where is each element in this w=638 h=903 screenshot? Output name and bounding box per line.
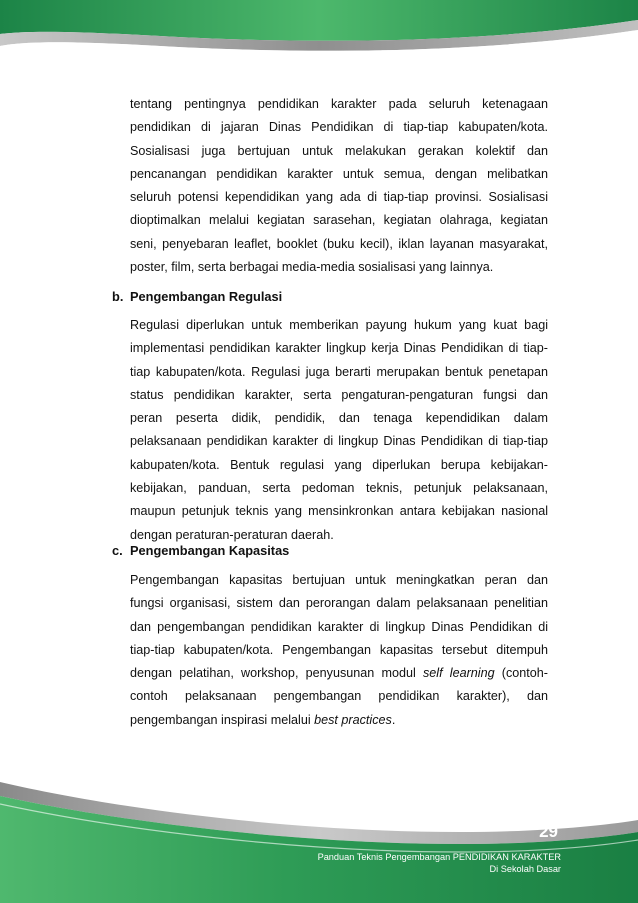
text-line: contoh pelaksanaan pengembangan pendidikan karakter), dan	[130, 689, 548, 704]
text-line	[130, 662, 548, 685]
text-line: pencanangan pendidikan karakter untuk semua, dengan melibatkan	[130, 166, 548, 181]
section-b-title: Pengembangan Regulasi	[130, 289, 283, 304]
section-c-paragraph	[130, 569, 548, 732]
text-line: tiap-tiap kabupaten/kota. Pengembangan kapasitas tersebut ditempuh	[130, 642, 548, 657]
header-banner	[0, 0, 638, 80]
page-number: 29	[539, 822, 558, 841]
text-line: dan pengembangan pendidikan karakter di lingkup Dinas Pendidikan di	[130, 619, 548, 634]
text-line: dioptimalkan melalui kegiatan sarasehan, kegiatan olahraga, kegiatan	[130, 213, 548, 228]
section-c-title: Pengembangan Kapasitas	[130, 543, 290, 558]
text-line: Sosialisasi juga bertujuan untuk melakukan gerakan kolektif dan	[130, 143, 548, 158]
text-span: pengembangan inspirasi melalui	[130, 712, 315, 727]
text-line: Regulasi diperlukan untuk memberikan payung hukum yang kuat bagi	[130, 318, 548, 332]
text-line: poster, film, serta berbagai media-media sosialisasi yang lainnya.	[130, 260, 494, 275]
text-span: dengan pelatihan, workshop, penyusunan modul	[130, 666, 423, 681]
footer-line-1: Panduan Teknis Pengembangan PENDIDIKAN KARAKTER	[317, 852, 561, 862]
text-line: tentang pentingnya pendidikan karakter pada seluruh ketenagaan	[130, 97, 548, 111]
footer-line-2: Di Sekolah Dasar	[489, 864, 561, 874]
intro-paragraph	[130, 93, 548, 279]
italic-term: self learning	[422, 666, 495, 681]
text-line: maupun petunjuk teknis yang mensinkronkan antara kebijakan nasional	[130, 504, 548, 519]
text-line: dengan peraturan-peraturan daerah.	[130, 527, 334, 542]
text-line: pendidikan di jajaran Dinas Pendidikan di tiap-tiap kabupaten/kota.	[130, 120, 548, 135]
text-line: kabupaten/kota. Bentuk regulasi yang diperlukan berupa kebijakan-	[130, 457, 548, 472]
text-line: tiap kabupaten/kota. Regulasi juga berarti merupakan bentuk penetapan	[130, 364, 548, 379]
section-b-paragraph	[130, 314, 548, 547]
text-line: fungsi organisasi, sistem dan perorangan dalam pelaksanaan penelitian	[130, 596, 548, 611]
text-line: seni, penyebaran leaflet, booklet (buku kecil), iklan layanan masyarakat,	[130, 236, 548, 251]
text-span: (contoh-	[494, 666, 548, 681]
text-span: .	[391, 712, 396, 727]
footer-caption	[318, 851, 561, 875]
text-line: Pengembangan kapasitas bertujuan untuk meningkatkan peran dan	[130, 573, 548, 587]
text-line: seluruh potensi kependidikan yang ada di tiap-tiap provinsi. Sosialisasi	[130, 190, 548, 205]
section-c-letter: c.	[112, 543, 123, 558]
italic-term: best practices	[314, 712, 392, 727]
section-b-letter: b.	[112, 289, 124, 304]
section-b-heading	[112, 289, 282, 304]
text-line: status pendidikan karakter, serta pengaturan-pengaturan fungsi dan	[130, 387, 548, 402]
text-line	[130, 709, 548, 732]
text-line: peran peserta didik, pendidik, dan tenaga kependidikan dalam	[130, 411, 548, 426]
text-line: implementasi pendidikan karakter lingkup kerja Dinas Pendidikan di tiap-	[130, 341, 548, 356]
section-c-heading	[112, 543, 289, 558]
text-line: kebijakan, panduan, serta pedoman teknis, petunjuk pelaksanaan,	[130, 481, 548, 496]
text-line: pelaksanaan pendidikan karakter di lingkup Dinas Pendidikan di tiap-tiap	[130, 434, 548, 449]
